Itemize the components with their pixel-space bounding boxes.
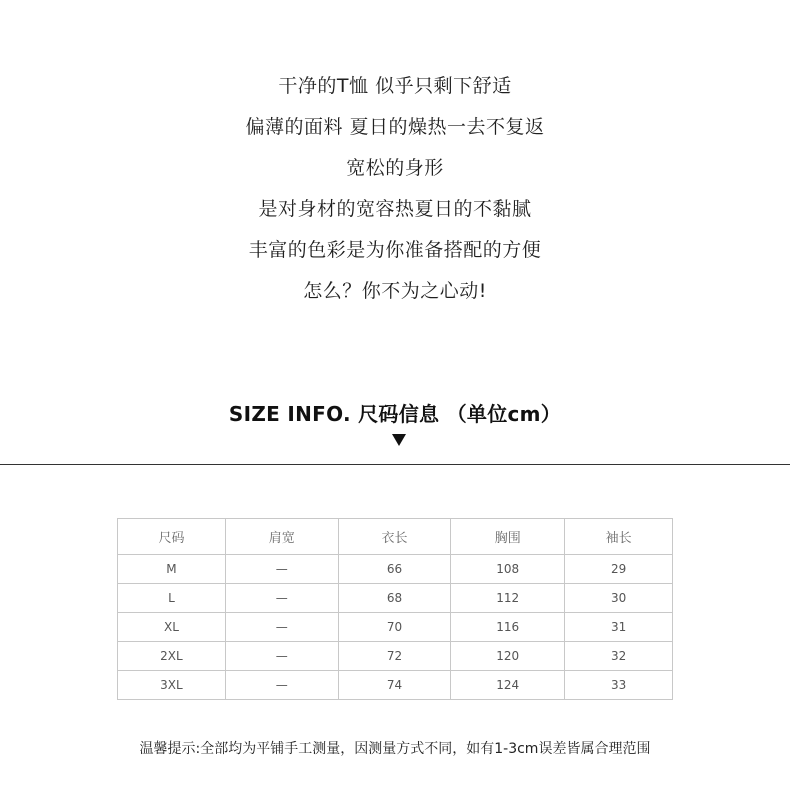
cell-length: 74 xyxy=(338,671,451,700)
cell-chest: 108 xyxy=(451,555,565,584)
table-header-row xyxy=(118,519,673,555)
description-line: 偏薄的面料 夏日的燥热一去不复返 xyxy=(245,116,545,138)
cell-chest: 112 xyxy=(451,584,565,613)
cell-sleeve: 33 xyxy=(565,671,673,700)
cell-shoulder: — xyxy=(225,642,338,671)
cell-sleeve: 29 xyxy=(565,555,673,584)
cell-length: 70 xyxy=(338,613,451,642)
cell-length: 66 xyxy=(338,555,451,584)
cell-sleeve: 32 xyxy=(565,642,673,671)
header-length: 衣长 xyxy=(338,519,451,555)
header-sleeve: 袖长 xyxy=(565,519,673,555)
cell-size: L xyxy=(118,584,226,613)
description-line: 干净的T恤 似乎只剩下舒适 xyxy=(278,75,512,97)
cell-shoulder: — xyxy=(225,584,338,613)
cell-size: XL xyxy=(118,613,226,642)
cell-size: 2XL xyxy=(118,642,226,671)
down-arrow-icon xyxy=(392,434,406,446)
table-row xyxy=(118,613,673,642)
cell-size: 3XL xyxy=(118,671,226,700)
cell-chest: 124 xyxy=(451,671,565,700)
product-description xyxy=(0,66,790,312)
table-row xyxy=(118,642,673,671)
header-size: 尺码 xyxy=(118,519,226,555)
cell-shoulder: — xyxy=(225,555,338,584)
description-line: 宽松的身形 xyxy=(346,157,444,179)
table-row xyxy=(118,555,673,584)
size-chart-table xyxy=(117,518,673,700)
cell-size: M xyxy=(118,555,226,584)
table-row xyxy=(118,671,673,700)
description-line: 是对身材的宽容热夏日的不黏腻 xyxy=(258,198,532,220)
cell-length: 68 xyxy=(338,584,451,613)
cell-length: 72 xyxy=(338,642,451,671)
description-line: 怎么？你不为之心动! xyxy=(303,280,487,302)
description-line: 丰富的色彩是为你准备搭配的方便 xyxy=(248,239,542,261)
cell-shoulder: — xyxy=(225,671,338,700)
cell-sleeve: 30 xyxy=(565,584,673,613)
cell-shoulder: — xyxy=(225,613,338,642)
size-info-title: SIZE INFO. 尺码信息 （单位cm） xyxy=(228,402,562,426)
cell-chest: 116 xyxy=(451,613,565,642)
cell-chest: 120 xyxy=(451,642,565,671)
header-chest: 胸围 xyxy=(451,519,565,555)
header-shoulder: 肩宽 xyxy=(225,519,338,555)
cell-sleeve: 31 xyxy=(565,613,673,642)
table-row xyxy=(118,584,673,613)
measurement-note: 温馨提示:全部均为平铺手工测量，因测量方式不同，如有1-3cm误差皆属合理范围 xyxy=(139,741,651,757)
section-divider xyxy=(0,464,790,465)
